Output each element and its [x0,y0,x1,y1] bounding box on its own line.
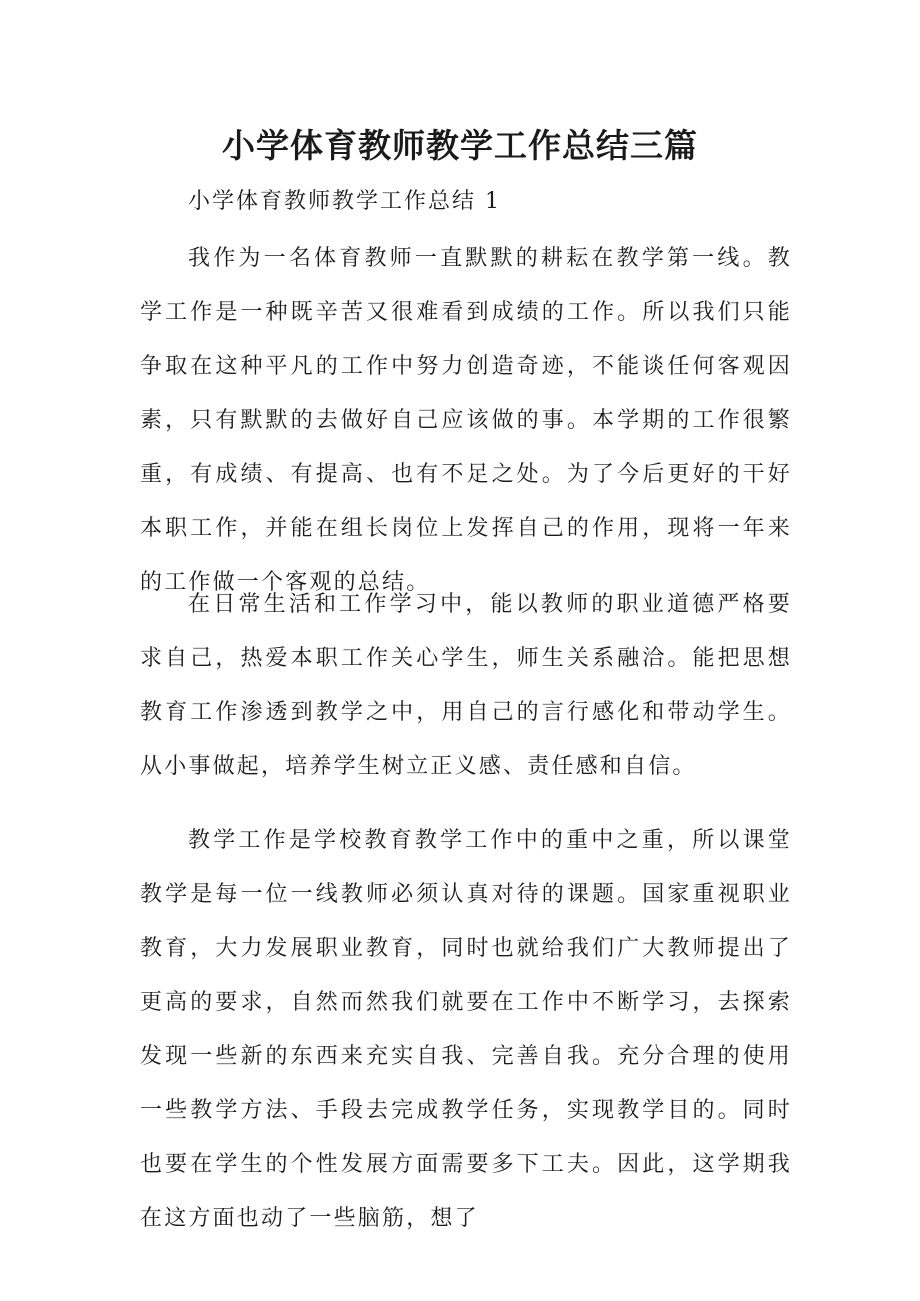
paragraph-1: 我作为一名体育教师一直默默的耕耘在教学第一线。教学工作是一种既辛苦又很难看到成绩的工作。所以我们只能争取在这种平凡的工作中努力创造奇迹，不能谈任何客观因素，只有默默的去做好自己应该做的事。本学期的工作很繁重，有成绩、有提高、也有不足之处。为了今后更好的干好本职工作，并能在组长岗位上发挥自己的作用，现将一年来的工作做一个客观的总结。 [140,246,792,595]
paragraph-3: 教学工作是学校教育教学工作中的重中之重，所以课堂教学是每一位一线教师必须认真对待的课题。国家重视职业教育，大力发展职业教育，同时也就给我们广大教师提出了更高的要求，自然而然我们就要在工作中不断学习，去探索发现一些新的东西来充实自我、完善自我。充分合理的使用一些教学方法、手段去完成教学任务，实现教学目的。同时也要在学生的个性发展方面需要多下工夫。因此，这学期我在这方面也动了一些脑筋，想了 [140,828,792,1231]
document-title: 小学体育教师教学工作总结三篇 [222,126,698,165]
paragraph-2: 在日常生活和工作学习中，能以教师的职业道德严格要求自己，热爱本职工作关心学生，师生关系融洽。能把思想教育工作渗透到教学之中，用自己的言行感化和带动学生。从小事做起，培养学生树立正义感、责任感和自信。 [140,592,792,779]
section-heading: 小学体育教师教学工作总结 1 [188,189,501,214]
